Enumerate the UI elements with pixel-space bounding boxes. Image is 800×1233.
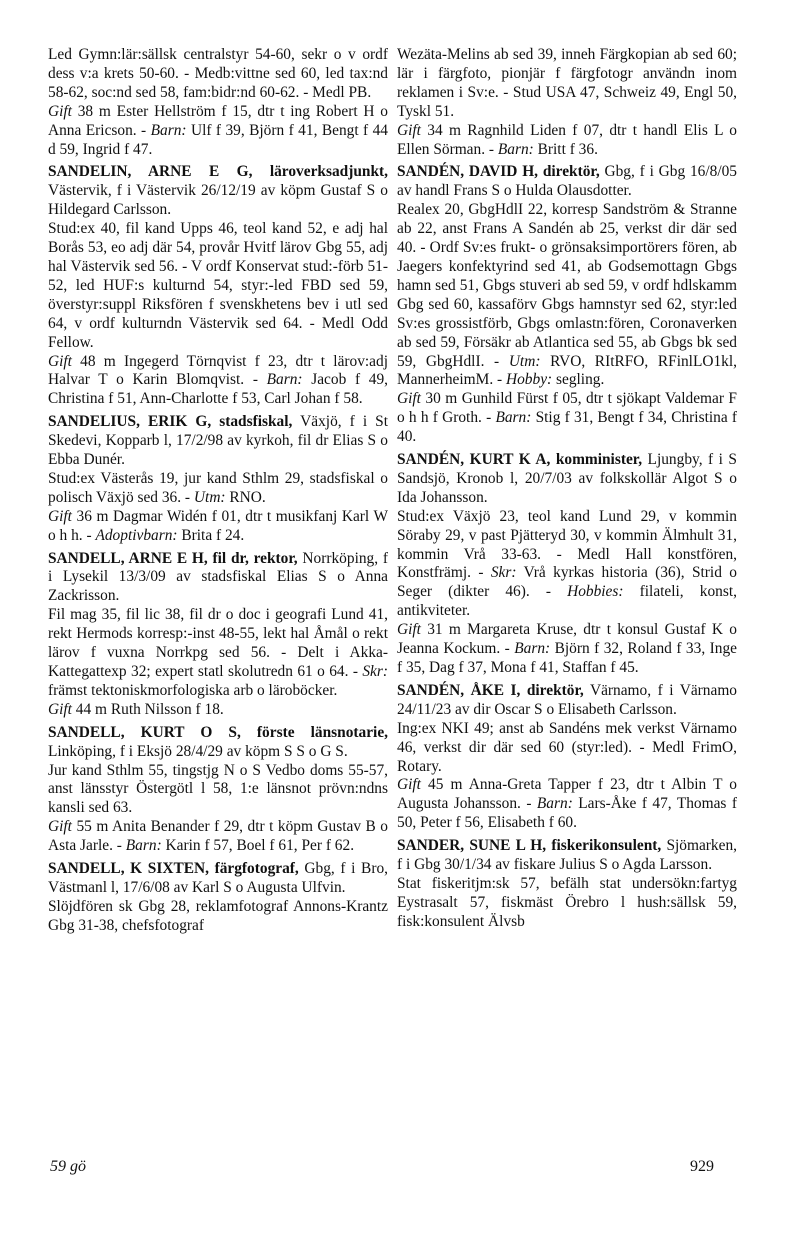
field-label: Gift bbox=[397, 121, 421, 139]
entry-text: 34 m Ragnhild Liden f 07, dtr t handl Elis L o Ellen Sörman. - bbox=[397, 121, 737, 158]
entry-text: Wezäta-Melins ab sed 39, inneh Färgkopian ab sed 60; lär i färgfoto, pionjär f färgfotogr användn inom reklamen i Sv:e. - Stud USA 47, Schweiz 49, Engl 50, Tyskl 51. bbox=[397, 46, 737, 120]
entry-text: Gbg, f i Gbg 16/8/05 av handl Frans S o Hulda Olausdotter. bbox=[397, 163, 737, 200]
entry-name: SANDÉN, KURT K A, komminister, bbox=[397, 451, 643, 469]
entry-heading bbox=[48, 163, 388, 220]
entry-text: 45 m Anna-Greta Tapper f 23, dtr t Albin T o Augusta Johansson. - bbox=[397, 776, 737, 813]
field-label: Barn: bbox=[497, 140, 534, 158]
entry-text: Stud:ex Växjö 23, teol kand Lund 29, v kommin Söraby 29, v past Pjätteryd 30, v kommin Älmhult 31, kommin Vrå 33-63. - Medl Hall konstfören, Konstfrämj. - bbox=[397, 507, 737, 582]
entry-paragraph bbox=[397, 390, 737, 447]
entry-text: Sjömarken, f i Gbg 30/1/34 av fiskare Julius S o Agda Larsson. bbox=[397, 837, 737, 874]
entry-text: Stig f 31, Bengt f 34, Christina f 40. bbox=[397, 409, 737, 446]
entry-paragraph bbox=[48, 470, 388, 508]
field-label: Skr: bbox=[362, 663, 388, 680]
entry-heading bbox=[48, 413, 388, 470]
field-label: Gift bbox=[48, 102, 72, 120]
entry-name: SANDELIUS, ERIK G, stadsfiskal, bbox=[48, 413, 293, 431]
entry-text: RNO. bbox=[225, 488, 266, 506]
entry-text: 31 m Margareta Kruse, dtr t konsul Gustaf K o Jeanna Kockum. - bbox=[397, 621, 737, 658]
entry-text: Karin f 57, Boel f 61, Per f 62. bbox=[161, 837, 355, 855]
entry-text: Fil mag 35, fil lic 38, fil dr o doc i geografi Lund 41, rekt Hermods korresp:-inst 48-55, lekt hal Åmål o rekt lärov f vuxna Norrkpg sed 56. - Delt i Akka-Kattegattexp 32; expert statl skolutredn 61 o 64. - bbox=[48, 606, 388, 680]
entry-text: filateli, konst, antikviteter. bbox=[397, 583, 737, 620]
field-label: Barn: bbox=[495, 409, 532, 427]
field-label: Barn: bbox=[125, 837, 162, 855]
field-label: Utm: bbox=[508, 352, 541, 370]
entry-text: Vrå kyrkas historia (36), Strid o Seger (dikter 46). - bbox=[397, 564, 737, 601]
page-number: 929 bbox=[690, 1158, 714, 1175]
entry-text: Realex 20, GbgHdlI 22, korresp Sandström & Stranne ab 22, anst Frans A Sandén ab 25, verkst dir där sed 40. - Ordf Sv:es frukt- o grönsaksimportörers fören, ab Jaegers konfektyrind sed 41, ab Godsemottagn Gbgs hamn sed 51, Gbgs stuveri ab sed 59, v ordf hdlskamm Gbg sed 60, kassaförv Gbgs hamnstyr sed 62, styr:led Sv:es grossistförb, Gbgs omlastn:fören, Coronaverken ab sed 59, Försäkr ab Atlantica sed 55, ab Gbgs bk sed 59, GbgHdlI. - bbox=[397, 201, 737, 370]
field-label: Barn: bbox=[514, 640, 551, 658]
entry-text: Lars-Åke f 47, Thomas f 50, Peter f 56, Elisabeth f 60. bbox=[397, 795, 737, 832]
entry-text: Jur kand Sthlm 55, tingstjg N o S Vedbo doms 55-57, anst länsstyr Östergötl l 58, 1:e länsnot prövn:ndns kansli sed 63. bbox=[48, 761, 388, 817]
entry-text: Gbg, f i Bro, Västmanl l, 17/6/08 av Karl S o Augusta Ulfvin. bbox=[48, 860, 388, 896]
entry-paragraph bbox=[397, 776, 737, 833]
field-label: Gift bbox=[48, 700, 72, 718]
entry-heading bbox=[397, 682, 737, 720]
field-label: Barn: bbox=[536, 795, 573, 813]
entry-name: SANDÉN, ÅKE I, direktör, bbox=[397, 681, 584, 699]
entry-paragraph bbox=[48, 606, 388, 701]
entry-text: RVO, RItRFO, RFinlLO1kl, MannerheimM. - bbox=[397, 352, 737, 389]
entry-text: Värnamo, f i Värnamo 24/11/23 av dir Oscar S o Elisabeth Carlsson. bbox=[397, 681, 737, 718]
right-column bbox=[397, 46, 737, 932]
entry-name: SANDER, SUNE L H, fiskerikonsulent, bbox=[397, 837, 662, 855]
entry-paragraph bbox=[397, 508, 737, 621]
footer-signature: 59 gö bbox=[50, 1158, 86, 1175]
entry-name: SANDELIN, ARNE E G, läroverksadjunkt, bbox=[48, 163, 388, 181]
entry-text: Britt f 36. bbox=[533, 140, 598, 158]
entry-heading bbox=[397, 451, 737, 508]
entry-heading bbox=[48, 724, 388, 762]
entry-text: 48 m Ingegerd Törnqvist f 23, dtr t lärov:adj Halvar T o Karin Blomqvist. - bbox=[48, 352, 388, 389]
entry-paragraph bbox=[48, 220, 388, 352]
entry-text: segling. bbox=[552, 371, 605, 389]
entry-paragraph bbox=[48, 353, 388, 410]
entry-paragraph bbox=[48, 103, 388, 160]
entry-paragraph bbox=[397, 720, 737, 777]
entry-paragraph bbox=[397, 621, 737, 678]
field-label: Gift bbox=[48, 507, 72, 525]
entry-text: Växjö, f i St Skedevi, Kopparb l, 17/2/98 av kyrkoh, fil dr Elias S o Ebba Dunér. bbox=[48, 413, 389, 469]
entry-text: Stat fiskeritjm:sk 57, befälh stat undersökn:fartyg Eystrasalt 57, fiskmäst Örebro l hush:sällsk 59, fisk:konsulent Älvsb bbox=[397, 874, 737, 930]
entry-name: SANDÉN, DAVID H, direktör, bbox=[397, 163, 600, 181]
entry-text: Linköping, f i Eksjö 28/4/29 av köpm S S o G S. bbox=[48, 742, 348, 760]
entry-text: Brita f 24. bbox=[177, 526, 245, 544]
entry-paragraph bbox=[397, 875, 737, 932]
entry-text: Norrköping, f i Lysekil 13/3/09 av stadsfiskal Elias S o Anna Zackrisson. bbox=[48, 549, 388, 605]
field-label: Barn: bbox=[266, 371, 303, 389]
entry-paragraph bbox=[48, 818, 388, 856]
entry-text: Stud:ex Västerås 19, jur kand Sthlm 29, stadsfiskal o polisch Växjö sed 36. - bbox=[48, 469, 388, 506]
entry-heading bbox=[48, 860, 388, 898]
field-label: Hobbies: bbox=[567, 583, 624, 601]
field-label: Barn: bbox=[150, 121, 187, 139]
field-label: Gift bbox=[48, 352, 72, 370]
entry-text: Västervik, f i Västervik 26/12/19 av köpm Gustaf S o Hildegard Carlsson. bbox=[48, 182, 388, 219]
field-label: Skr: bbox=[490, 564, 517, 582]
entry-text: Ljungby, f i S Sandsjö, Kronob l, 20/7/03 av folkskollär Algot S o Ida Johansson. bbox=[397, 451, 737, 506]
entry-text: främst tektoniskmorfologiska arb o läroböcker. bbox=[48, 681, 338, 699]
field-label: Adoptivbarn: bbox=[95, 526, 178, 544]
field-label: Gift bbox=[397, 390, 421, 408]
entry-text: 36 m Dagmar Widén f 01, dtr t musikfanj Karl W o h h. - bbox=[48, 507, 388, 544]
field-label: Hobby: bbox=[506, 371, 553, 389]
entry-heading bbox=[48, 550, 388, 607]
entry-paragraph bbox=[397, 201, 737, 390]
left-column bbox=[48, 46, 388, 936]
field-label: Utm: bbox=[193, 488, 226, 506]
entry-paragraph bbox=[48, 898, 388, 936]
field-label: Gift bbox=[48, 818, 72, 836]
entry-text: Stud:ex 40, fil kand Upps 46, teol kand 52, e adj hal Borås 53, eo adj där 54, provår Hvitf lärov Gbg 55, adj hal Västervik sed 56. - V ordf Konservat stud:-förb 51-52, led HUF:s kulturnd 54, styr:-led FBD sed 59, överstyr:suppl Riksfören f svenskhetens bev i utl sed 64, v ordf kulturndn Västervik sed 64. - Medl Odd Fellow. bbox=[48, 220, 388, 351]
entry-paragraph bbox=[397, 122, 737, 160]
entry-text: 55 m Anita Benander f 29, dtr t köpm Gustav B o Asta Jarle. - bbox=[48, 818, 388, 855]
entry-paragraph bbox=[48, 762, 388, 819]
field-label: Gift bbox=[397, 621, 421, 639]
entry-text: 38 m Ester Hellström f 15, dtr t ing Robert H o Anna Ericson. - bbox=[48, 102, 388, 139]
entry-text: 44 m Ruth Nilsson f 18. bbox=[71, 700, 224, 718]
entry-paragraph bbox=[48, 508, 388, 546]
entry-text: Jacob f 49, Christina f 51, Ann-Charlotte f 53, Carl Johan f 58. bbox=[48, 371, 389, 408]
entry-heading bbox=[397, 837, 737, 875]
entry-text: Ing:ex NKI 49; anst ab Sandéns mek verkst Värnamo 46, verkst dir där sed 60 (styr:led). - Medl FrimO, Rotary. bbox=[397, 719, 737, 775]
entry-text: Björn f 32, Roland f 33, Inge f 35, Dag f 37, Mona f 41, Staffan f 45. bbox=[397, 640, 737, 676]
entry-name: SANDELL, ARNE E H, fil dr, rektor, bbox=[48, 549, 298, 567]
entry-paragraph bbox=[48, 701, 388, 720]
entry-text: Ulf f 39, Björn f 41, Bengt f 44 d 59, Ingrid f 47. bbox=[48, 121, 388, 158]
entry-name: SANDELL, K SIXTEN, färgfotograf, bbox=[48, 860, 299, 878]
field-label: Gift bbox=[397, 776, 421, 794]
entry-name: SANDELL, KURT O S, förste länsnotarie, bbox=[48, 723, 388, 741]
continued-paragraph bbox=[397, 46, 737, 122]
entry-heading bbox=[397, 163, 737, 201]
entry-text: Slöjdfören sk Gbg 28, reklamfotograf Annons-Krantz Gbg 31-38, chefsfotograf bbox=[48, 897, 388, 934]
entry-text: 30 m Gunhild Fürst f 05, dtr t sjökapt Valdemar F o h h f Groth. - bbox=[397, 390, 737, 427]
continued-paragraph bbox=[48, 46, 388, 103]
entry-text: Led Gymn:lär:sällsk centralstyr 54-60, sekr o v ordf dess v:a krets 50-60. - Medb:vittne sed 60, led tax:nd 58-62, soc:nd sed 58, fam:bidr:nd 60-62. - Medl PB. bbox=[48, 46, 388, 101]
